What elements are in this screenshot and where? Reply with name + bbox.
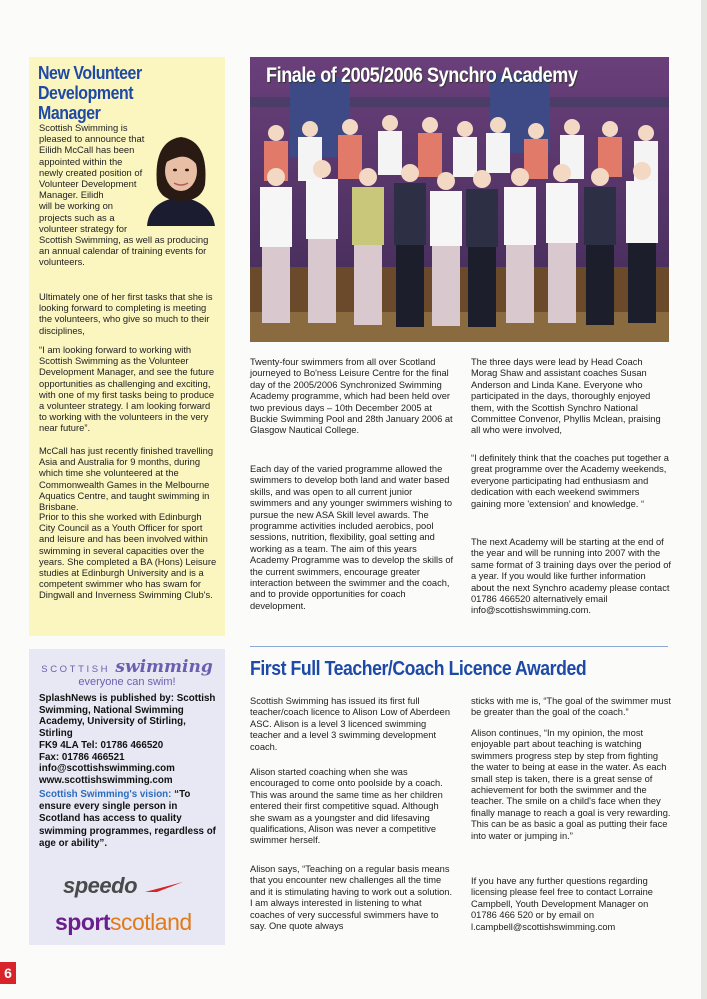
- speedo-wordmark: speedo: [63, 873, 138, 898]
- synchro-quote: “I definitely think that the coaches put together a great programme over the Academy weekends, everyone participating had enthusiasm and dedication with each weekend swimmers gaining more 'extension' and knowledge. “: [471, 453, 669, 509]
- publisher-line: Swimming, National Swimming: [39, 704, 184, 716]
- teacher-column-1: [250, 696, 454, 946]
- publisher-line: FK9 4LA Tel: 01786 466520: [39, 739, 164, 751]
- volunteer-paragraph: McCall has just recently finished travelling Asia and Australia for 9 months, during which time she volunteered at the Commonwealth Games in the Melbourne Aquatics Centre, and taught swimming in Brisbane.: [39, 445, 214, 513]
- teacher-column-2: [471, 696, 671, 946]
- intro-line: Eilidh McCall has been: [39, 144, 135, 156]
- intro-line: Scottish Swimming is: [39, 122, 128, 133]
- logo-tagline: everyone can swim!: [78, 676, 176, 688]
- intro-line: newly created position of: [39, 166, 143, 178]
- sportscotland-sport: sport: [55, 909, 110, 935]
- speedo-logo: [63, 873, 185, 899]
- synchro-paragraph: Each day of the varied programme allowed the swimmers to develop both land and water based skills, and was open to all current junior swimmers and any younger swimmers wishing to pursue the new ASA Skill level awards. The programme activities included aerobics, pool sessions, nutrition, flexibility, goal setting and working as a team. The aim of this years Academy Programme was to develop the skills of the current swimmers, encourage greater interaction between the swimmer and the coach, and to provide opportunities for coach development.: [250, 464, 454, 611]
- teacher-paragraph: Alison started coaching when she was encouraged to come onto poolside by a coach. This was around the same time as her children entered their first competitive squad. Although she swam as a youngster and did lifesaving qualifications, Alison was never a competitive swimmer herself.: [250, 767, 443, 846]
- volunteer-article: [29, 57, 225, 636]
- volunteer-intro: [39, 122, 217, 268]
- publisher-details: [39, 693, 221, 787]
- intro-line: an annual calendar of training events for: [39, 245, 207, 257]
- intro-line: Manager. Eilidh: [39, 189, 104, 201]
- synchro-headline: Finale of 2005/2006 Synchro Academy: [266, 64, 578, 87]
- volunteer-headline: New Volunteer Development Manager: [38, 62, 142, 123]
- synchro-paragraph: Twenty-four swimmers from all over Scotland journeyed to Bo'ness Leisure Centre for the final day of the 2005/2006 Synchronized Swimming Academy programme, which had been held over two previous days – 10th December 2005 at Buckie Swimming Pool and 28th January 2006 at Glasgow Nautical College.: [250, 357, 453, 436]
- sportscotland-scotland: scotland: [110, 909, 192, 935]
- publisher-line: SplashNews is published by: Scottish: [39, 693, 216, 704]
- logo-script: swimming: [115, 657, 213, 677]
- vision-label: Scottish Swimming's vision:: [39, 789, 172, 800]
- teacher-paragraph: sticks with me is, “The goal of the swimmer must be greater than the goal of the coach.”: [471, 696, 671, 718]
- teacher-paragraph: Alison says, “Teaching on a regular basis means that you encounter new challenges all the time and it is stimulating having to work out a solution. I am always interested in listening to what coaches of very successful swimmers have to say. One quote always: [250, 864, 453, 932]
- page-number: 6: [0, 962, 16, 984]
- volunteer-quote: “I am looking forward to working with Scottish Swimming as the Volunteer Development Manager, and see the future opportunities as challenging and exciting, with one of my first tasks being to produce a volunteer strategy. I am looking forward to working with the volunteers in the very near future”.: [39, 344, 215, 434]
- synchro-academy-group-photo: [250, 57, 669, 342]
- synchro-column-1: [250, 357, 454, 637]
- vision-text: “To ensure every single person in Scotland has access to quality swimming programmes, regardless of age or ability”.: [39, 789, 216, 849]
- teacher-quote: Alison continues, “In my opinion, the most enjoyable part about teaching is watching swimmers progress step by step from fighting the water to being at ease in the water. As each small step is taken, there is a great sense of achievement for both the swimmer and the teacher. The smile on a child's face when they finally manage to reach a goal is very rewarding. This can be as basic a goal as putting their face into water or jumping in.”: [471, 728, 671, 841]
- vision-statement: [39, 789, 221, 850]
- intro-line: pleased to announce that: [39, 133, 145, 145]
- volunteer-paragraph: Prior to this she worked with Edinburgh City Council as a Youth Officer for sport and leisure and has been involved within swimming in several capacities over the years. She completed a BA (Hons) Leisure studies at Edinburgh University and is a competent swimmer who has swam for Dingwall and Inverness Swimming Club's.: [39, 511, 217, 601]
- intro-line: Volunteer Development: [39, 178, 137, 190]
- publisher-info-box: [29, 649, 225, 945]
- speedo-boomerang-icon: [143, 880, 185, 894]
- logo-word: SCOTTISH: [41, 664, 111, 675]
- publisher-line: Academy, University of Stirling, Stirling: [39, 716, 186, 740]
- intro-line: will be working on: [39, 200, 113, 212]
- volunteer-paragraph: Ultimately one of her first tasks that she is looking forward to completing is meeting the volunteers, who give so much to their disciplines,: [39, 291, 213, 336]
- teacher-headline: First Full Teacher/Coach Licence Awarded: [250, 657, 587, 680]
- intro-line: projects such as a: [39, 211, 115, 223]
- section-divider: [250, 646, 668, 647]
- scottish-swimming-logo: [29, 657, 225, 688]
- synchro-paragraph: The next Academy will be starting at the end of the year and will be running into 2007 with the same format of 3 training days over the period of a year. If you would like further information about the next Synchro academy please contact 01786 466520 alternatively email info@scottishswimming.com.: [471, 537, 671, 616]
- intro-line: Scottish Swimming, as well as producing: [39, 234, 209, 246]
- intro-line: appointed within the: [39, 155, 123, 167]
- page-edge: [701, 0, 707, 999]
- intro-line: volunteer strategy for: [39, 222, 128, 234]
- publisher-website[interactable]: www.scottishswimming.com: [39, 774, 173, 786]
- intro-line: volunteers.: [39, 256, 85, 268]
- sportscotland-logo: [55, 909, 192, 936]
- teacher-contact: If you have any further questions regarding licensing please feel free to contact Lorraine Campbell, Youth Development Manager on 01786 466 520 or by email on l.campbell@scottishswimming.com: [471, 876, 653, 932]
- publisher-line: Fax: 01786 466521: [39, 751, 125, 763]
- synchro-paragraph: The three days were lead by Head Coach Morag Shaw and assistant coaches Susan Anderson and Linda Kane. Everyone who participated in the days, thoroughly enjoyed them, with the Scottish Synchro National Committee Convenor, Phyllis Mclean, praising all who were involved,: [471, 357, 661, 436]
- teacher-paragraph: Scottish Swimming has issued its first full teacher/coach licence to Alison Low of Aberdeen ASC. Alison is a level 3 licenced swimming teacher and a level 3 swimming development coach.: [250, 696, 451, 752]
- publisher-email[interactable]: info@scottishswimming.com: [39, 763, 175, 775]
- synchro-column-2: [471, 357, 671, 637]
